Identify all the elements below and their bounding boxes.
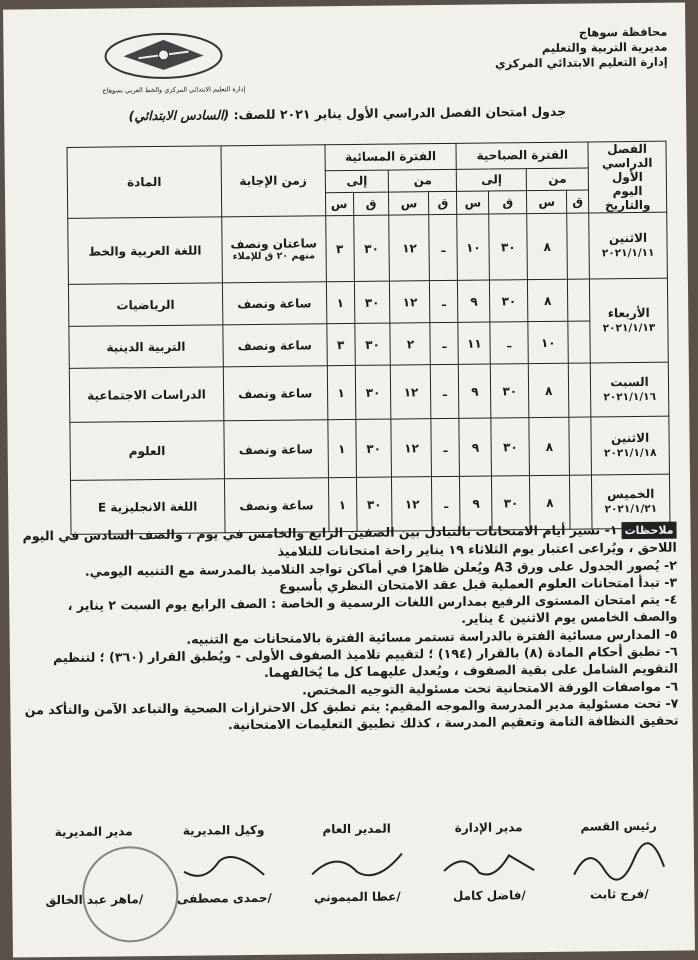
signature-role: مدير المديرية bbox=[54, 824, 133, 840]
signatures-block bbox=[22, 819, 685, 936]
answer-time-cell: ساعة ونصف bbox=[224, 420, 328, 479]
time-cell: ٢ bbox=[390, 323, 430, 365]
signature-name: /حمدى مصطفى bbox=[176, 890, 272, 906]
time-cell: ١٢ bbox=[392, 477, 432, 531]
title-grade: (السادس الابتدائي) bbox=[128, 107, 230, 124]
time-cell: ـ bbox=[431, 364, 460, 418]
page-title bbox=[129, 104, 567, 124]
header-line: إدارة التعليم الابتدائي المركزي bbox=[494, 54, 668, 71]
time-cell: ٩ bbox=[460, 476, 493, 530]
time-cell: ـ bbox=[430, 322, 458, 364]
table-row bbox=[69, 320, 668, 368]
unit-hour: س bbox=[389, 192, 429, 215]
time-cell: ١٠ bbox=[457, 214, 490, 280]
note-item: ١- تسير أيام الامتحانات بالتبادل بين الصفين الرابع والخامس في يوم ، والصف السادس في اليوم اللاحق ، ويُراعى اعتبار يوم الثلاثاء ١٩ يناير راحة امتحانات للتلاميذ bbox=[22, 522, 677, 560]
note-item: ٥- المدارس مسائية الفترة بالدراسة تستمر مسائية الفترة بالامتحانات مع التنبيه. bbox=[186, 626, 678, 647]
answer-time-cell: ساعة ونصف bbox=[223, 324, 327, 367]
time-cell: ٣٠ bbox=[492, 476, 530, 530]
time-cell: ٣٠ bbox=[354, 323, 390, 365]
time-cell: ١٠ bbox=[528, 321, 568, 363]
term-label: الفصل الدراسي الأول bbox=[601, 141, 653, 185]
unit-hour: س bbox=[527, 190, 567, 213]
day-cell: الخميس ٢٠٢١/١/٢١ bbox=[592, 474, 670, 529]
note-item: ٦- تطبق أحكام المادة (٨) بالقرار (١٩٤) ؛ لتقييم تلاميذ الصفوف الأولى - ويُطبق القرار (٣٦٠) ؛ لتنظيم التقويم الشامل على بقية الصفوف ، ويُعدل عليهما كل ما يُخالفهما. bbox=[52, 643, 679, 681]
signature-name: /فاضل كامل bbox=[452, 888, 526, 903]
time-cell: ١٢ bbox=[391, 365, 431, 419]
time-cell: ١ bbox=[326, 281, 354, 323]
signature-name: /فرج ثابت bbox=[589, 886, 649, 902]
subject-cell: الدراسات الاجتماعية bbox=[69, 367, 223, 423]
signature-role: رئيس القسم bbox=[580, 818, 657, 834]
ministry-logo bbox=[83, 25, 244, 89]
title-main: جدول امتحان الفصل الدراسي الأول يناير ٢٠٢١ للصف: bbox=[233, 103, 567, 123]
answer-time-cell: ساعة ونصف bbox=[222, 282, 326, 325]
time-cell: ٩ bbox=[459, 418, 492, 476]
subject-cell: اللغة الانجليزية E bbox=[70, 479, 224, 535]
logo-caption: إدارة التعليم الابتدائي المركزي والخط العربي بسوهاج bbox=[102, 85, 246, 95]
day-cell: الاثنين ٢٠٢١/١/١٨ bbox=[591, 416, 670, 475]
note-item: ٤- يتم امتحان المستوى الرفيع بمدارس اللغات الرسمية و الخاصة : الصف الرابع يوم السبت ٢ يناير ، والصف الخامس يوم الاثنين ٤ يناير. bbox=[67, 591, 678, 627]
table-row bbox=[68, 212, 668, 284]
header-line: مديرية التربية والتعليم bbox=[541, 39, 668, 55]
signature-head-of-dept bbox=[554, 818, 684, 902]
unit-min: ق bbox=[353, 192, 389, 215]
handwritten-signature bbox=[569, 839, 669, 885]
signature-role: وكيل المديرية bbox=[182, 822, 265, 838]
unit-min: ق bbox=[429, 192, 457, 215]
subject-cell: التربية الدينية bbox=[69, 325, 223, 369]
note-item: ٣- تبدأ امتحانات العلوم العملية قبل عقد الامتحان النظري بأسبوع bbox=[279, 574, 678, 594]
time-cell: ١١ bbox=[458, 322, 490, 364]
signature-deputy-directorate bbox=[159, 822, 289, 906]
header-block bbox=[495, 25, 668, 72]
header-line: محافظة سوهاج bbox=[578, 24, 668, 40]
time-cell: ٣٠ bbox=[490, 280, 528, 322]
subject-cell: الرياضيات bbox=[68, 283, 222, 327]
time-cell: ـ bbox=[431, 418, 460, 476]
notes-label: ملاحظات bbox=[621, 522, 676, 540]
signature-name: /ماهر عبد الخالق bbox=[45, 892, 144, 908]
time-cell: ٨ bbox=[527, 213, 568, 279]
time-cell: ١ bbox=[327, 365, 356, 419]
morning-to: إلى bbox=[457, 168, 527, 191]
signature-role: المدير العام bbox=[322, 821, 391, 837]
handwritten-signature bbox=[174, 843, 274, 889]
signature-general-director bbox=[292, 821, 422, 905]
evening-to: إلى bbox=[325, 170, 389, 193]
unit-hour: س bbox=[457, 191, 489, 214]
subject-cell: اللغة العربية والخط bbox=[68, 217, 222, 285]
time-cell: ٨ bbox=[530, 475, 570, 529]
time-cell: ٣٠ bbox=[355, 365, 391, 419]
time-cell: ٣٠ bbox=[355, 419, 392, 477]
col-head-subject: المادة bbox=[67, 146, 222, 219]
time-cell: ٣٠ bbox=[489, 214, 528, 280]
time-cell: ٣٠ bbox=[356, 477, 392, 531]
time-cell: ٨ bbox=[528, 363, 568, 417]
subject-cell: العلوم bbox=[70, 421, 224, 481]
table-row bbox=[68, 278, 667, 326]
time-cell: ٩ bbox=[458, 280, 490, 322]
time-cell: ٨ bbox=[528, 279, 568, 321]
time-cell: ٣ bbox=[326, 323, 354, 365]
unit-min: ق bbox=[489, 191, 527, 214]
col-head-term bbox=[588, 141, 667, 213]
time-cell: ١٢ bbox=[389, 215, 430, 281]
handwritten-signature bbox=[307, 841, 407, 887]
time-cell: ٩ bbox=[459, 364, 492, 418]
handwritten-signature bbox=[439, 840, 539, 886]
time-cell: ـ bbox=[432, 476, 461, 530]
signature-role: مدير الإدارة bbox=[454, 820, 523, 835]
day-cell: الأربعاء ٢٠٢١/١/١٣ bbox=[589, 278, 668, 363]
time-cell: ١ bbox=[327, 419, 356, 477]
time-cell: ١٢ bbox=[390, 281, 430, 323]
col-head-morning: الفترة الصباحية bbox=[456, 142, 588, 169]
signature-admin-director bbox=[424, 820, 554, 903]
table-row bbox=[69, 362, 669, 422]
notes-section bbox=[20, 521, 678, 736]
time-cell: ١٢ bbox=[391, 419, 432, 477]
time-cell: ٣٠ bbox=[491, 418, 530, 476]
time-cell: ٣٠ bbox=[354, 281, 390, 323]
time-cell: ـ bbox=[429, 214, 458, 280]
exam-schedule-table bbox=[66, 141, 670, 535]
col-head-evening: الفترة المسائية bbox=[325, 143, 457, 170]
time-cell: ٣ bbox=[325, 215, 354, 281]
unit-min: ق bbox=[567, 190, 589, 213]
answer-time-cell: ساعة ونصف bbox=[224, 478, 328, 533]
table-row bbox=[70, 416, 670, 480]
answer-time-cell: ساعتان ونصف منهم ٢٠ ق للإملاء bbox=[222, 216, 326, 283]
time-cell: ٣٠ bbox=[353, 215, 390, 281]
evening-from: من bbox=[389, 169, 457, 192]
time-cell: ٨ bbox=[529, 417, 570, 475]
day-cell: السبت ٢٠٢١/١/١٦ bbox=[590, 362, 668, 417]
morning-from: من bbox=[526, 168, 588, 191]
time-cell: ـ bbox=[430, 280, 458, 322]
document-page bbox=[3, 2, 695, 957]
signature-name: /عطا الميموني bbox=[313, 889, 401, 905]
unit-hour: س bbox=[325, 193, 353, 216]
note-item: ٢- يُصور الجدول على ورق A3 ويُعلن ظاهرًا في أماكن تواجد التلاميذ بالمدرسة مع التنبيه اليومي. bbox=[84, 557, 677, 579]
answer-time-cell: ساعة ونصف bbox=[223, 366, 327, 421]
time-cell: ٣٠ bbox=[491, 364, 529, 418]
time-cell: ـ bbox=[490, 322, 528, 364]
note-item: ٧- تحت مسئولية مدير المدرسة والموجه المقيم: يتم تطبق كل الاحترازات الصحية والتباعد الآمن والتأكد من تحقيق النظافة التامة وتعقيم المدرسة ، كذلك تطبيق التعليمات الامتحانية. bbox=[24, 695, 679, 733]
day-cell: الاثنين ٢٠٢١/١/١١ bbox=[589, 212, 668, 279]
signature-directorate-head bbox=[29, 824, 159, 908]
col-head-answer-time: زمن الإجابة bbox=[221, 145, 326, 217]
time-cell: ١ bbox=[328, 477, 357, 531]
note-item: ٦- مواصفات الورقة الامتحانية تحت مسئولية التوجيه المختص. bbox=[301, 678, 679, 698]
day-date-label: اليوم والتاريخ bbox=[604, 183, 651, 213]
